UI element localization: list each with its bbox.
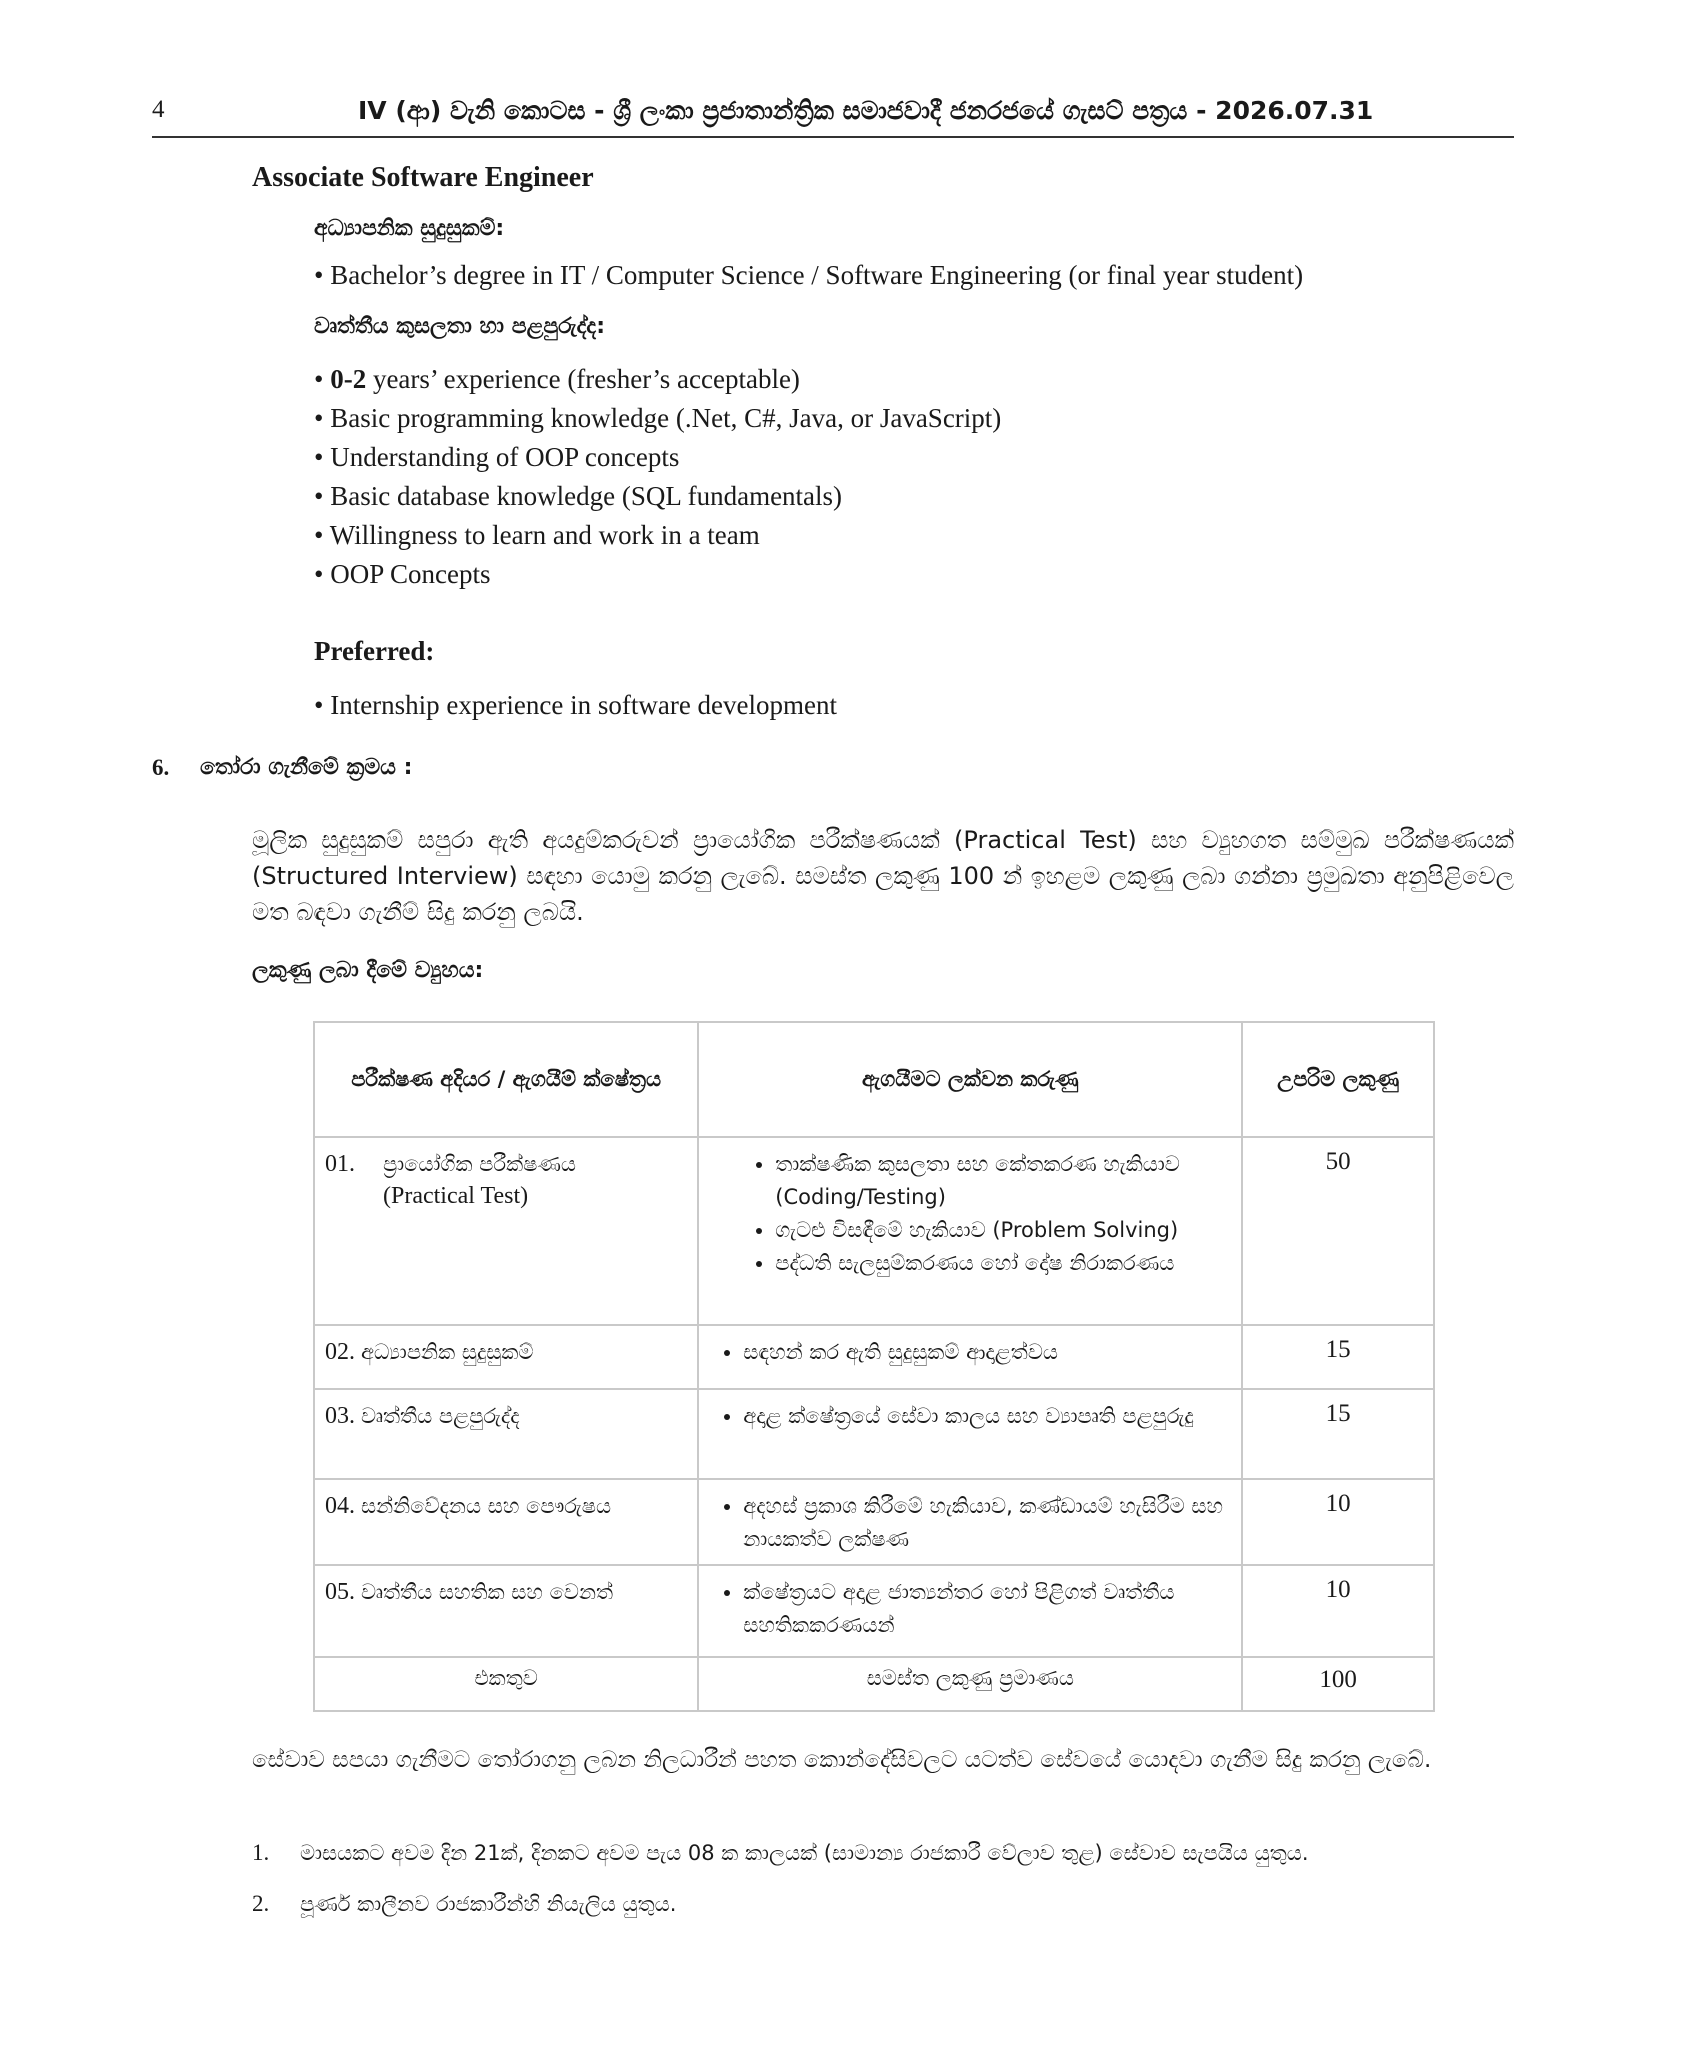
row-number: 04. <box>325 1493 355 1519</box>
criteria-point: • සඳහන් කර ඇති සුදුසුකම් ආදාළත්වය <box>743 1336 1231 1369</box>
skills-item-text: Basic database knowledge (SQL fundamentals) <box>330 481 843 511</box>
skills-item <box>314 559 490 590</box>
row-number: 05. <box>325 1579 355 1605</box>
table-row <box>314 1325 1434 1389</box>
area-cell <box>314 1389 698 1479</box>
closing-paragraph: සේවාව සපයා ගැනීමට තෝරාගනු ලබන නිලධාරීන් පහත කොන්දේසිවලට යටත්ව සේවයේ යොදවා ගැනීම සිදු කරනු ලැබේ. <box>252 1747 1432 1773</box>
criteria-point: • තාක්ෂණික කුසලතා සහ කේතකරණ හැකියාව (Coding/Testing) <box>775 1148 1231 1214</box>
condition-text: මාසයකට අවම දින 21ක්, දිනකට අවම පැය 08 ක කාලයක් (සාමාන්‍ය රාජකාරී වේලාව තුළ) සේවාව සැපයිය යුතුය. <box>300 1841 1309 1865</box>
table-row <box>314 1565 1434 1657</box>
table-row <box>314 1137 1434 1325</box>
row-number: 01. <box>325 1151 355 1177</box>
skills-item <box>314 403 1001 434</box>
criteria-point: • අදාළ ක්ෂේත්‍රයේ සේවා කාලය සහ ව්‍යාපෘති පළපුරුදු <box>743 1400 1231 1433</box>
criteria-point: • පද්ධති සැලසුම්කරණය හෝ දෝෂ නිරාකරණය <box>775 1247 1231 1280</box>
skills-item <box>314 364 800 395</box>
skills-item-text: OOP Concepts <box>330 559 491 589</box>
marking-scheme-heading: ලකුණු ලබා දීමේ ව්‍යුහය: <box>252 958 484 983</box>
table-row <box>314 1479 1434 1565</box>
bullet-glyph: • <box>314 403 331 433</box>
marks-cell: 50 <box>1242 1137 1434 1325</box>
area-label: ප්‍රායෝගික පරීක්ෂණය <box>383 1152 577 1176</box>
criteria-point: • ගැටළු විසඳීමේ හැකියාව (Problem Solving) <box>775 1214 1231 1247</box>
column-header-criteria: ඇගයීමට ලක්වන කරුණු <box>698 1022 1242 1137</box>
area-label: වෘත්තීය සහතික සහ වෙනත් <box>361 1580 614 1604</box>
bullet-glyph: • <box>314 520 330 550</box>
section-title: තෝරා ගැනීමේ ක්‍රමය : <box>200 755 413 780</box>
skills-item-text: Willingness to learn and work in a team <box>329 520 760 550</box>
area-cell <box>314 1325 698 1389</box>
area-cell <box>314 1565 698 1657</box>
bullet-glyph: • <box>314 481 331 511</box>
row-number: 02. <box>325 1339 355 1365</box>
column-header-max-marks: උපරිම ලකුණු <box>1242 1022 1434 1137</box>
table-row <box>314 1389 1434 1479</box>
bullet-glyph: • <box>314 364 331 394</box>
experience-years: 0-2 <box>330 364 367 394</box>
condition-number: 2. <box>252 1891 270 1916</box>
area-label: අධ්‍යාපනික සුදුසුකම් <box>361 1340 534 1364</box>
page-number: 4 <box>152 96 165 123</box>
table-header-row <box>314 1022 1434 1137</box>
skills-item <box>314 442 679 473</box>
area-label: සන්නිවේදනය සහ පෞරුෂය <box>361 1494 612 1518</box>
marks-cell: 10 <box>1242 1479 1434 1565</box>
condition-item <box>252 1840 1309 1866</box>
criteria-cell <box>698 1565 1242 1657</box>
skills-item <box>314 520 760 551</box>
criteria-point: • අදහස් ප්‍රකාශ කිරීමේ හැකියාව, කණ්ඩායම් හැසිරීම සහ නායකත්ව ලක්ෂණ <box>743 1490 1231 1556</box>
area-label: වෘත්තීය පළපුරුද්ද <box>361 1404 520 1428</box>
skills-item-text: years’ experience (fresher’s acceptable) <box>366 364 800 394</box>
area-cell <box>314 1137 698 1325</box>
marks-cell: 15 <box>1242 1389 1434 1479</box>
area-label-english: (Practical Test) <box>383 1183 529 1209</box>
condition-number: 1. <box>252 1840 270 1865</box>
condition-item <box>252 1891 676 1917</box>
column-header-area: පරීක්ෂණ අදියර / ඇගයීම් ක්ෂේත්‍රය <box>314 1022 698 1137</box>
marks-table <box>313 1021 1435 1712</box>
total-label: එකතුව <box>314 1657 698 1711</box>
running-header: IV (ආ) වැනි කොටස - ශ්‍රී ලංකා ප්‍රජාතාන්ත්‍රික සමාජවාදී ජනරජයේ ගැසට් පත්‍රය - 2026.07.31 <box>358 96 1374 125</box>
marks-cell: 10 <box>1242 1565 1434 1657</box>
criteria-cell <box>698 1325 1242 1389</box>
header-rule <box>152 136 1514 138</box>
selection-paragraph: මූලික සුදුසුකම් සපුරා ඇති අයදුම්කරුවන් ප්‍රායෝගික පරීක්ෂණයක් (Practical Test) සහ ව්‍යුහගත සම්මුඛ පරීක්ෂණයක් (Structured Interview) සඳහා යොමු කරනු ලැබේ. සමස්ත ලකුණු 100 න් ඉහළම ලකුණු ලබා ගන්නා ප්‍රමුඛතා අනුපිළිවෙල මත බඳවා ගැනීම් සිදු කරනු ලබයි. <box>252 826 1514 926</box>
total-marks: 100 <box>1242 1657 1434 1711</box>
bullet-glyph: • <box>314 559 331 589</box>
criteria-cell <box>698 1479 1242 1565</box>
section-number: 6. <box>152 755 170 780</box>
row-number: 03. <box>325 1403 355 1429</box>
criteria-cell <box>698 1137 1242 1325</box>
skills-heading: වෘත්තීය කුසලතා හා පළපුරුද්ද: <box>314 314 606 339</box>
skills-item-text: Basic programming knowledge (.Net, C#, Java, or JavaScript) <box>330 403 1002 433</box>
area-cell <box>314 1479 698 1565</box>
table-total-row <box>314 1657 1434 1711</box>
job-title: Associate Software Engineer <box>252 162 594 193</box>
education-heading: අධ්‍යාපනික සුදුසුකම්: <box>314 216 505 241</box>
skills-item <box>314 481 842 512</box>
preferred-item: • Internship experience in software development <box>314 690 838 720</box>
preferred-heading: Preferred: <box>314 636 435 666</box>
condition-text: පූර්ණ කාලීනව රාජකාරීන්හි නියැලිය යුතුය. <box>300 1892 677 1916</box>
criteria-cell <box>698 1389 1242 1479</box>
criteria-point: • ක්ෂේත්‍රයට අදාළ ජාත්‍යන්තර හෝ පිළිගත් වෘත්තීය සහතිකකරණයන් <box>743 1576 1231 1642</box>
skills-item-text: Understanding of OOP concepts <box>330 442 680 472</box>
total-description: සමස්ත ලකුණු ප්‍රමාණය <box>698 1657 1242 1711</box>
education-item: • Bachelor’s degree in IT / Computer Science / Software Engineering (or final year student) <box>314 260 1304 290</box>
marks-cell: 15 <box>1242 1325 1434 1389</box>
bullet-glyph: • <box>314 442 331 472</box>
